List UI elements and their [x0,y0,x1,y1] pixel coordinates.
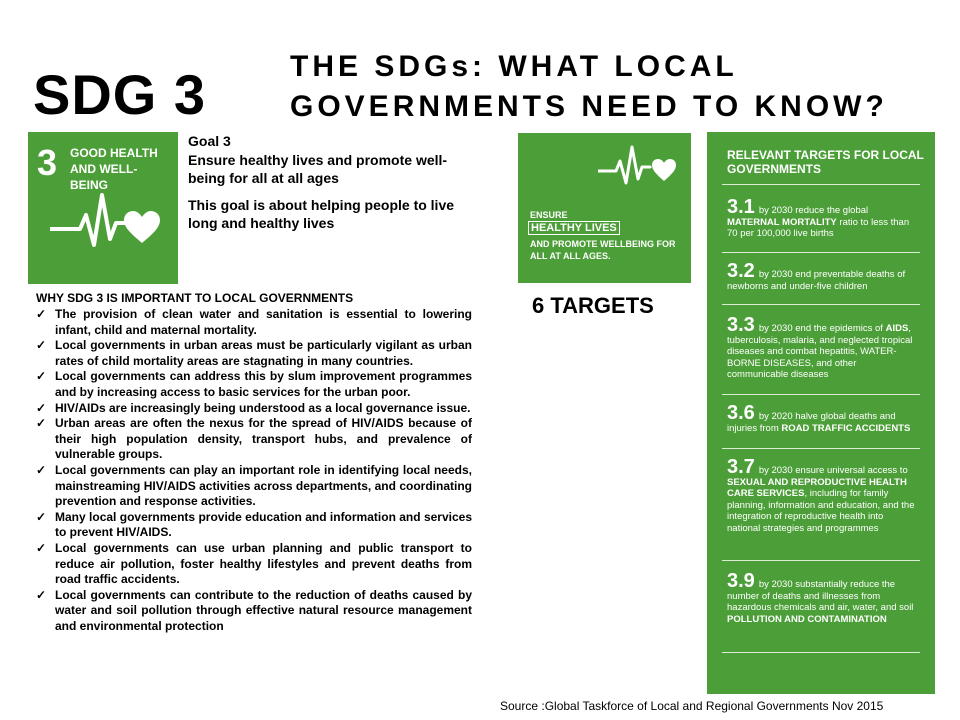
goal-icon-number: 3 [37,142,58,183]
target-highlight: AIDS [885,323,909,334]
checkmark-icon: ✓ [36,338,47,353]
why-heading: WHY SDG 3 IS IMPORTANT TO LOCAL GOVERNMENTS [36,291,354,305]
list-item [36,541,472,588]
target-text: ratio to less than 70 per 100,000 live births [727,216,910,239]
list-item-text: Many local governments provide education and information and services to prevent HIV/AIDS. [55,509,472,540]
target-number: 3.9 [727,570,755,592]
target-text: by 2030 end the epidemics of [758,323,886,334]
list-item-text: Urban areas are often the nexus for the spread of HIV/AIDS because of their high population density, transport hubs, and prevalence of vulnerable groups. [55,416,472,462]
target-item [727,316,917,381]
goal-description: Ensure healthy lives and promote well-being for all at all ages [188,152,448,186]
target-number: 3.7 [727,456,755,478]
divider [722,304,920,305]
divider [722,448,920,449]
goal-about: This goal is about helping people to live long and healthy lives [188,197,455,231]
promo-line2: HEALTHY LIVES [528,221,620,235]
checkmark-icon: ✓ [36,540,47,555]
list-item [36,401,472,417]
target-number: 3.6 [727,402,755,424]
list-item-text: Local governments can use urban planning and public transport to reduce air pollution, foster healthy lifestyles and prevent deaths from road traffic accidents. [55,540,472,587]
list-item [36,338,472,369]
target-text: by 2030 reduce the global [758,205,869,216]
promo-line1: ENSURE [530,210,568,220]
target-text: , tuberculosis, malaria, and neglected tropical diseases and combat hepatitis, WATER-BORNE DISEASES, and other communicable diseases [727,323,913,380]
sdg3-goal-icon [28,132,178,284]
target-highlight: SEXUAL AND REPRODUCTIVE HEALTH CARE SERVICES [727,476,907,499]
list-item [36,369,472,400]
list-item-text: Local governments can address this by slum improvement programmes and by increasing access to basic services for the urban poor. [55,369,472,399]
sdg-label: SDG 3 [33,63,207,126]
list-item [36,510,472,541]
list-item [36,416,472,463]
target-text: by 2020 halve global deaths and injuries from [727,411,896,434]
source-note: Source :Global Taskforce of Local and Regional Governments Nov 2015 [500,699,884,713]
target-item [727,198,917,240]
list-item-text: The provision of clean water and sanitation is essential to lowering infant, child and maternal mortality. [55,307,472,337]
promo-line3: AND PROMOTE WELLBEING FOR ALL AT ALL AGES. [530,239,676,261]
goal-label: Goal 3 [188,133,231,149]
goal-icon-name: GOOD HEALTH AND WELL-BEING [70,146,158,192]
target-highlight: ROAD TRAFFIC ACCIDENTS [781,422,911,434]
why-list [36,307,472,634]
checkmark-icon: ✓ [36,369,47,384]
target-number: 3.3 [727,314,755,336]
divider [722,560,920,561]
target-text: by 2030 ensure universal access to [758,465,908,476]
target-item [727,262,917,292]
checkmark-icon: ✓ [36,416,47,431]
checkmark-icon: ✓ [36,587,47,602]
panel-title: RELEVANT TARGETS FOR LOCAL GOVERNMENTS [727,148,924,176]
page-title-line2: GOVERNMENTS NEED TO KNOW? [290,90,888,123]
list-item [36,588,472,635]
list-item-text: Local governments can contribute to the reduction of deaths caused by water and soil pollution through effective natural resource management and environmental protection [55,587,472,633]
target-text: , including for family planning, information and education, and the integration of reproductive health into national strategies and programmes [727,488,915,534]
list-item-text: Local governments can play an important role in identifying local needs, mainstreaming HIV/AIDS activities across departments, and coordinating prevention and response activities. [55,462,472,509]
list-item-text: Local governments in urban areas must be particularly vigilant as urban rates of child mortality areas are stagnating in many countries. [55,338,472,368]
divider [722,652,920,653]
target-item [727,458,917,534]
divider [722,394,920,395]
target-highlight: MATERNAL MORTALITY [727,216,837,228]
divider [722,184,920,185]
checkmark-icon: ✓ [36,400,47,415]
checkmark-icon: ✓ [36,509,47,524]
target-item [727,572,917,625]
list-item [36,307,472,338]
target-text: by 2030 end preventable deaths of newborns and under-five children [727,269,906,292]
target-highlight: POLLUTION AND CONTAMINATION [727,613,887,625]
divider [722,252,920,253]
heartbeat-heart-icon [598,141,678,189]
checkmark-icon: ✓ [36,462,47,477]
target-item [727,404,917,434]
list-item [36,463,472,510]
page-title-line1: THE SDGs: WHAT LOCAL [290,50,738,83]
checkmark-icon: ✓ [36,307,47,321]
healthy-lives-promo [518,133,691,283]
target-number: 3.2 [727,260,755,282]
heartbeat-heart-icon [50,187,160,257]
targets-count: 6 TARGETS [532,293,654,318]
target-text: by 2030 substantially reduce the number of deaths and illnesses from hazardous chemicals and air, water, and soil [727,579,914,613]
relevant-targets-panel [707,132,935,694]
target-number: 3.1 [727,196,755,218]
list-item-text: HIV/AIDs are increasingly being understood as a local governance issue. [55,400,471,415]
